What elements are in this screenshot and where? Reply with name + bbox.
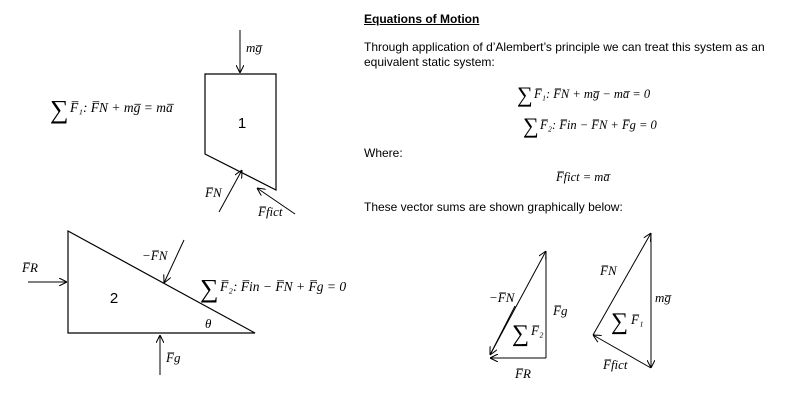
block-1-sigma: ∑ [50,95,69,124]
mg-label: mg̅ [246,40,262,55]
polygon-right-ffict-label: F̅fict [603,357,628,372]
polygon-left-neg-fn-label: −F̅N [489,290,515,305]
rhs-equation-1: F̅₁: F̅N + mg̅ − ma̅ = 0 [534,87,651,101]
intro-paragraph: Through application of d’Alembert’s principle we can treat this system as an equivalent static system: [364,40,765,69]
polygon-right-sum-label: F̅₁ [631,312,644,327]
graphic-note: These vector sums are shown graphically below: [364,200,623,214]
polygon-left-fg-label: F̅g [553,303,568,318]
polygon-left-sigma: ∑ [512,321,530,347]
block-1-equation: F̅₁: F̅N + mg̅ = ma̅ [70,100,173,115]
angle-theta-label: θ [205,316,212,331]
block-1-label: 1 [237,115,247,132]
ground-force-label: F̅g [166,350,181,365]
block-2-equation: F̅₂: F̅in − F̅N + F̅g = 0 [220,279,347,294]
rhs-sigma-2: ∑ [523,113,539,138]
block-2-label: 2 [109,290,119,307]
fictitious-force-label: F̅fict [258,204,283,219]
rhs-equation-2: F̅₂: F̅in − F̅N + F̅g = 0 [540,118,657,132]
section-heading: Equations of Motion [364,12,480,26]
normal-force-arrow [219,170,242,212]
normal-force-label: F̅N [205,185,222,200]
reaction-force-label: F̅R [22,260,38,275]
polygon-right-fn-label: F̅N [600,263,617,278]
polygon-right-mg-label: mg̅ [655,290,671,305]
negative-normal-force-label: −F̅N [142,248,168,263]
rhs-sigma-1: ∑ [517,82,533,107]
polygon-left-fr-label: F̅R [515,366,531,381]
fict-definition: F̅fict = ma̅ [556,170,610,184]
where-label: Where: [364,146,403,160]
polygon-left-sum-label: F̅₂ [531,323,544,338]
polygon-right-sigma: ∑ [611,309,629,335]
block-2-sigma: ∑ [200,274,219,303]
